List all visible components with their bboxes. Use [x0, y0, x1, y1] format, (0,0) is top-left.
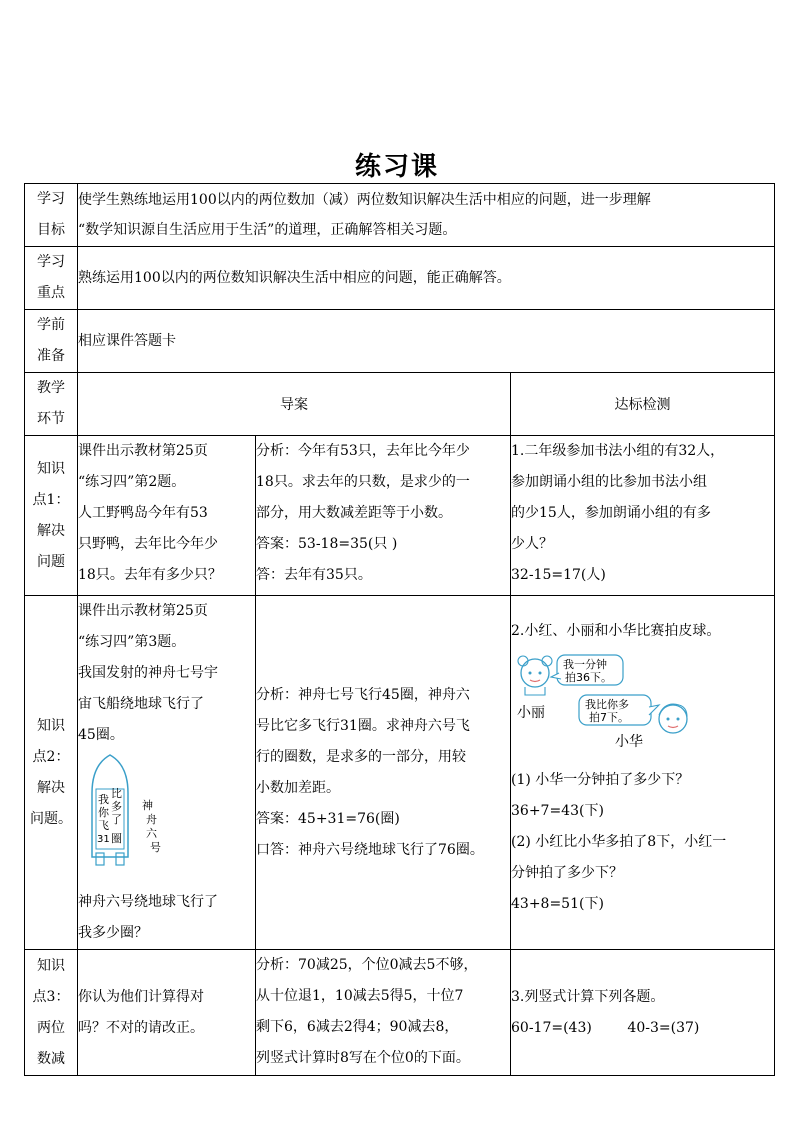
rocket-name-char: 神 — [142, 799, 153, 812]
rocket-name-char: 舟 — [146, 813, 157, 826]
kid-name-xiaohua: 小华 — [615, 734, 643, 750]
knowledge-point-2-row — [25, 596, 775, 950]
rocket-speech-char: 多 — [111, 800, 122, 813]
rocket-name-char: 六 — [146, 827, 157, 840]
rocket-speech-char: 圈 — [111, 832, 122, 845]
prep-row — [25, 310, 775, 373]
k1-guide: 课件出示教材第25页 “练习四”第2题。 人工野鸭岛今年有53 只野鸭，去年比今年少 18只。去年有多少只？ — [78, 436, 256, 596]
goal-text: 使学生熟练地运用100以内的两位数加（减）两位数知识解决生活中相应的问题，进一步理解 “数学知识源自生活应用于生活”的道理，正确解答相关习题。 — [78, 184, 775, 247]
knowledge-point-3-row — [25, 950, 775, 1076]
girl-face — [521, 659, 549, 687]
bubble1-line: 拍36下。 — [565, 671, 612, 684]
k2-guide: 课件出示教材第25页 “练习四”第3题。 我国发射的神舟七号宇 宙飞船绕地球飞行了 45圈。 我 你 飞 31 比 多 了 圈 神 舟 六 号 神舟六号绕地球飞行了 我多少圈？ — [78, 596, 256, 950]
rocket-speech-char: 了 — [111, 813, 122, 826]
k2-analysis: 分析：神舟七号飞行45圈，神舟六 号比它多飞行31圈。求神舟六号飞 行的圈数，是求多的一部分，用较 小数加差距。 答案：45+31=76(圈) 口答：神舟六号绕地球飞行了76圈。 — [256, 596, 511, 950]
kids-illustration — [515, 651, 745, 751]
lesson-table — [24, 183, 775, 1076]
k2-label: 知识 点2： 解决 问题。 — [25, 596, 78, 950]
column-check-header: 达标检测 — [511, 373, 775, 436]
k3-check: 3.列竖式计算下列各题。 60-17=(43) 40-3=(37) — [511, 950, 775, 1076]
header-label: 教学 环节 — [25, 373, 78, 436]
knowledge-point-1-row — [25, 436, 775, 596]
k1-check: 1.二年级参加书法小组的有32人， 参加朗诵小组的比参加书法小组 的少15人，参加朗诵小组的有多 少人？ 32-15=17(人) — [511, 436, 775, 596]
focus-text: 熟练运用100以内的两位数知识解决生活中相应的问题，能正确解答。 — [78, 247, 775, 310]
boy-face — [659, 705, 687, 733]
rocket-name-char: 号 — [150, 841, 161, 854]
k3-label: 知识 点3： 两位 数减 — [25, 950, 78, 1076]
rocket-speech-char: 我 — [98, 793, 109, 806]
prep-text: 相应课件答题卡 — [78, 310, 775, 373]
goal-label: 学习 目标 — [25, 184, 78, 247]
focus-label: 学习 重点 — [25, 247, 78, 310]
k2-check: 2.小红、小丽和小华比赛拍皮球。 我一分钟 拍36下。 小丽 我比你多 拍7下。 小华 (1) 小华一分钟拍了多少下？ 36+7=43(下) (2) 小红比小华多拍了8下，小红一 分钟拍了多少下？ 43+8=51(下) — [511, 596, 775, 950]
header-row — [25, 373, 775, 436]
rocket-speech-char: 你 — [98, 806, 109, 819]
rocket-speech-char: 飞 — [98, 819, 109, 832]
column-guide-header: 导案 — [78, 373, 511, 436]
k3-guide: 你认为他们计算得对 吗？不对的请改正。 — [78, 950, 256, 1076]
k3-analysis: 分析：70减25，个位0减去5不够， 从十位退1，10减去5得5，十位7 剩下6，6减去2得4；90减去8， 列竖式计算时8写在个位0的下面。 — [256, 950, 511, 1076]
rocket-speech-char: 31 — [97, 834, 110, 845]
goal-row — [25, 184, 775, 247]
bubble1-line: 我一分钟 — [563, 658, 607, 671]
k1-label: 知识 点1： 解决 问题 — [25, 436, 78, 596]
rocket-speech-char: 比 — [111, 787, 122, 800]
bubble2-line: 拍7下。 — [589, 711, 629, 724]
kid-name-xiaoli: 小丽 — [517, 705, 545, 721]
k1-analysis: 分析：今年有53只，去年比今年少 18只。求去年的只数，是求少的一 部分，用大数减差距等于小数。 答案：53-18=35(只 ) 答：去年有35只。 — [256, 436, 511, 596]
focus-row — [25, 247, 775, 310]
bubble2-line: 我比你多 — [585, 698, 629, 711]
page-title: 练习课 — [354, 152, 439, 182]
prep-label: 学前 准备 — [25, 310, 78, 373]
rocket-illustration — [86, 753, 166, 871]
